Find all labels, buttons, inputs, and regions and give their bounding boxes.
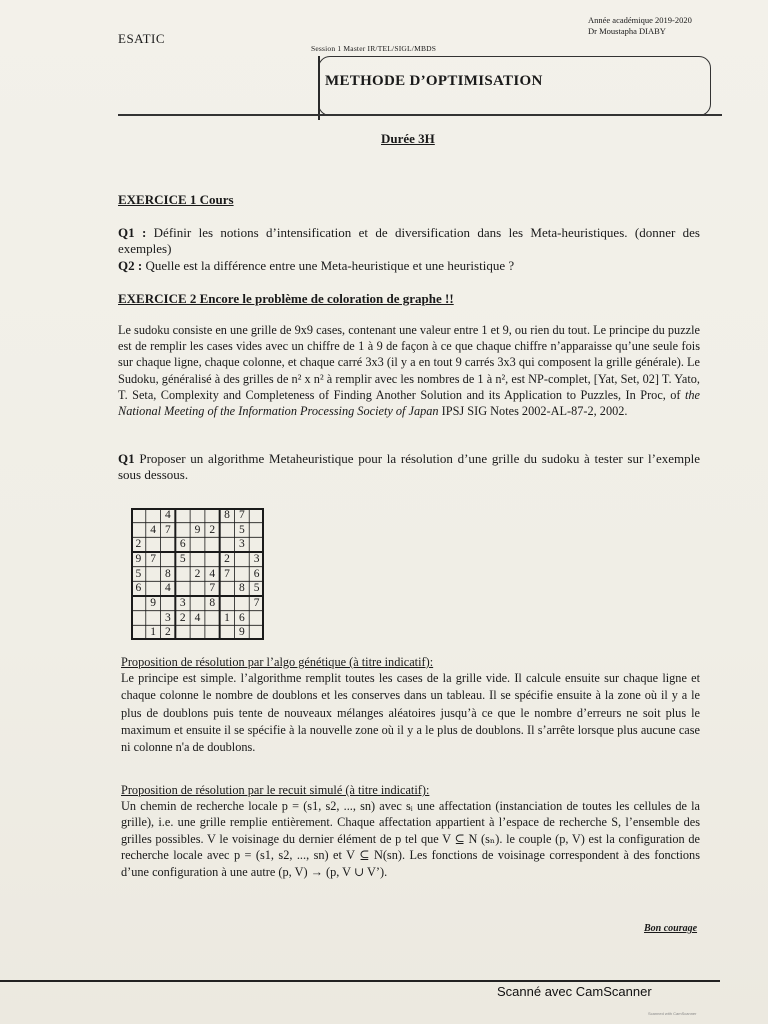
sudoku-cell: 2 <box>224 553 230 565</box>
exercise1-q2-text: Quelle est la différence entre une Meta-heuristique et une heuristique ? <box>142 258 515 273</box>
sudoku-cell: 9 <box>150 597 157 609</box>
sudoku-cell: 7 <box>150 553 157 565</box>
school-name: ESATIC <box>118 31 166 46</box>
sudoku-cell: 9 <box>238 626 245 639</box>
session-line: Session 1 Master IR/TEL/SIGL/MBDS <box>311 44 437 53</box>
exam-duration: Durée 3H <box>381 131 435 146</box>
sudoku-cell: 4 <box>209 567 216 580</box>
exercise1-q1 <box>118 225 700 257</box>
sudoku-cell: 2 <box>194 567 201 580</box>
exercise1-q1-text: Définir les notions d’intensification et de diversification dans les Meta-heuristiques. (donner des exemples) <box>118 225 700 256</box>
exercise2-q1 <box>118 451 700 483</box>
sudoku-cell: 3 <box>179 597 186 609</box>
sudoku-cell: 7 <box>224 567 230 580</box>
sudoku-cell: 7 <box>209 582 216 595</box>
exercise2-intro <box>118 322 700 419</box>
course-title: METHODE D’OPTIMISATION <box>325 73 543 89</box>
sudoku-cell: 9 <box>135 553 142 565</box>
sudoku-cell: 6 <box>253 567 260 580</box>
sudoku-cell: 3 <box>238 538 245 551</box>
sudoku-cell: 8 <box>238 582 245 595</box>
exercise1-heading: EXERCICE 1 Cours <box>118 192 234 207</box>
sudoku-cell: 3 <box>253 553 260 565</box>
sudoku-cell: 4 <box>165 582 171 595</box>
title-frame-left-bar <box>318 56 320 120</box>
sudoku-cell: 6 <box>238 611 245 624</box>
sudoku-cell: 5 <box>135 567 142 580</box>
sudoku-cell: 4 <box>194 611 201 624</box>
sudoku-cell: 7 <box>238 509 245 521</box>
sudoku-cell: 2 <box>209 523 216 536</box>
exercise1-q2-label: Q2 : <box>118 258 143 273</box>
annealing-heading: Proposition de résolution par le recuit simulé (à titre indicatif): <box>121 783 430 797</box>
sudoku-cell: 4 <box>150 523 157 536</box>
annealing-text: Un chemin de recherche locale p = (s1, s2, ..., sn) avec sᵢ une affectation (instanciation de toutes les cellules de la grille), i.e. une grille remplie entièrement. Chaque affectation appartient à l’espace de recherche S, l’ensemble des grilles possibles. V le voisinage du dernier élément de p tel que V ⊆ N (sₙ). le couple (p, V) est la configuration de recherche locale avec p = (s1, s2, ..., sn) et V ⊆ N(sn). Les fonctions de voisinage correspondent à des fonctions d’une configuration à une autre (p, V) → (p, V ∪ V’). <box>121 799 700 879</box>
closing-note: Bon courage <box>644 923 698 934</box>
exercise2-intro-a: Le sudoku consiste en une grille de 9x9 cases, contenant une valeur entre 1 et 9, ou rien du tout. Le principe du puzzle est de remplir les cases vides avec un chiffre de 1 à 9 de façon à ce que chaque chiffre n’apparaisse qu’une seule fois sur chaque ligne, chaque colonne, et chaque carré 3x3 (il y a en tout 9 carrés 3x3 qui composent la grille générale). Le Sudoku, généralisé à des grilles de n² x n² à remplir avec les nombres de 1 à n², est NP-complet, [Yat, Set, 02] T. Yato, T. Seta, Complexity and Completeness of Finding Another Solution and its Application to Puzzles, In Proc, of <box>118 323 700 402</box>
sudoku-grid <box>131 508 264 640</box>
sudoku-cell: 1 <box>150 626 157 639</box>
footer-rule <box>0 980 720 982</box>
exercise2-intro-b: IPSJ SIG Notes 2002-AL-87-2, 2002. <box>438 404 628 419</box>
sudoku-cell: 8 <box>209 597 216 609</box>
exercise2-intro-italic: the National Meeting of the Information Processing Society of Japan <box>118 387 700 419</box>
sudoku-cell: 5 <box>179 553 186 565</box>
sudoku-cell: 5 <box>253 582 260 595</box>
teacher-name: Dr Moustapha DIABY <box>588 26 666 36</box>
exercise2-heading: EXERCICE 2 Encore le problème de coloration de graphe !! <box>118 291 454 306</box>
sudoku-cell: 9 <box>194 523 201 536</box>
genetic-text: Le principe est simple. l’algorithme remplit toutes les cases de la grille vide. Il calcule ensuite sur chaque ligne et chaque colonne le nombre de doublons et les conserves dans un tableau. Il se spécifie ensuite à la zone où il y a le plus de doublons puis tente de nouveaux mélanges aléatoires jusqu’à ce que le nombre d’erreurs ne soit plus le maximum et ensuite il se spécifie à la nouvelle zone où il y a le plus de doublons. Il s’arrête lorsque plus aucune case ni colonne n'a de doublons. <box>121 671 700 755</box>
academic-year: Année académique 2019-2020 <box>588 15 692 25</box>
sudoku-cell: 6 <box>179 538 186 551</box>
exercise1-q2 <box>118 258 700 274</box>
camscanner-footer: Scanné avec CamScanner <box>497 984 652 999</box>
sudoku-cell: 8 <box>165 567 171 580</box>
exercise2-q1-text: Proposer un algorithme Metaheuristique pour la résolution d’une grille du sudoku à tester sur l’exemple sous dessous. <box>118 451 700 482</box>
sudoku-cell: 2 <box>135 538 142 551</box>
sudoku-cell: 6 <box>135 582 142 595</box>
sudoku-cell: 7 <box>253 597 260 609</box>
sudoku-gridlines <box>131 508 264 640</box>
sudoku-cell: 4 <box>165 509 171 521</box>
header-right-block <box>588 15 692 37</box>
sudoku-cell: 2 <box>165 626 171 639</box>
sudoku-cell: 5 <box>238 523 245 536</box>
sudoku-cell: 8 <box>224 509 230 521</box>
exercise1-q1-label: Q1 : <box>118 225 147 240</box>
sudoku-cell: 3 <box>165 611 171 624</box>
exercise2-q1-label: Q1 <box>118 451 135 466</box>
genetic-heading: Proposition de résolution par l’algo génétique (à titre indicatif): <box>121 655 434 669</box>
title-underline-rule <box>118 114 722 116</box>
sudoku-cell: 2 <box>179 611 186 624</box>
sudoku-cell: 7 <box>165 523 171 536</box>
camscanner-small-text: Scanned with CamScanner <box>648 1011 697 1016</box>
sudoku-cell: 1 <box>224 611 230 624</box>
